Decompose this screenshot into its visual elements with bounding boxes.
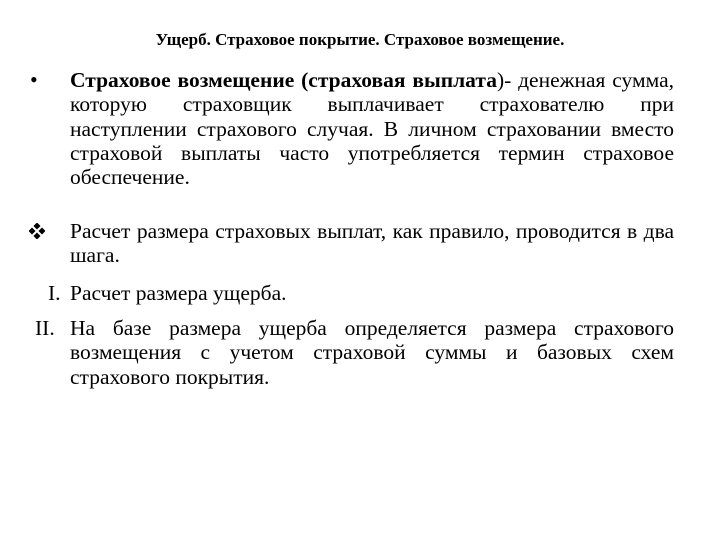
list-item-text: Расчет размера ущерба. xyxy=(70,281,287,305)
list-item-text xyxy=(70,68,674,189)
list-item xyxy=(26,219,674,268)
list-item-text: Расчет размера страховых выплат, как правило, проводится в два шага. xyxy=(70,219,674,268)
list-item-text: На базе размера ущерба определяется размера страхового возмещения с учетом страховой суммы и базовых схем страхового покрытия. xyxy=(70,316,674,389)
slide-title: Ущерб. Страховое покрытие. Страховое возмещение. xyxy=(155,30,565,49)
diamond-bullet-icon xyxy=(29,220,73,244)
bullet-marker: • xyxy=(30,67,38,92)
list-item xyxy=(26,316,674,389)
definition-text: )- денежная сумма, которую страховщик выплачивает страхователю при наступлении страхового случая. В личном страховании вместо страховой выплаты часто употребляется термин страховое обеспечение. xyxy=(70,68,674,190)
roman-numeral-marker: I. xyxy=(48,281,61,305)
list-item xyxy=(26,68,674,189)
roman-numeral-marker: II. xyxy=(35,316,55,340)
term-bold: Страховое возмещение (страховая выплата xyxy=(70,68,497,92)
list-item xyxy=(26,281,674,305)
